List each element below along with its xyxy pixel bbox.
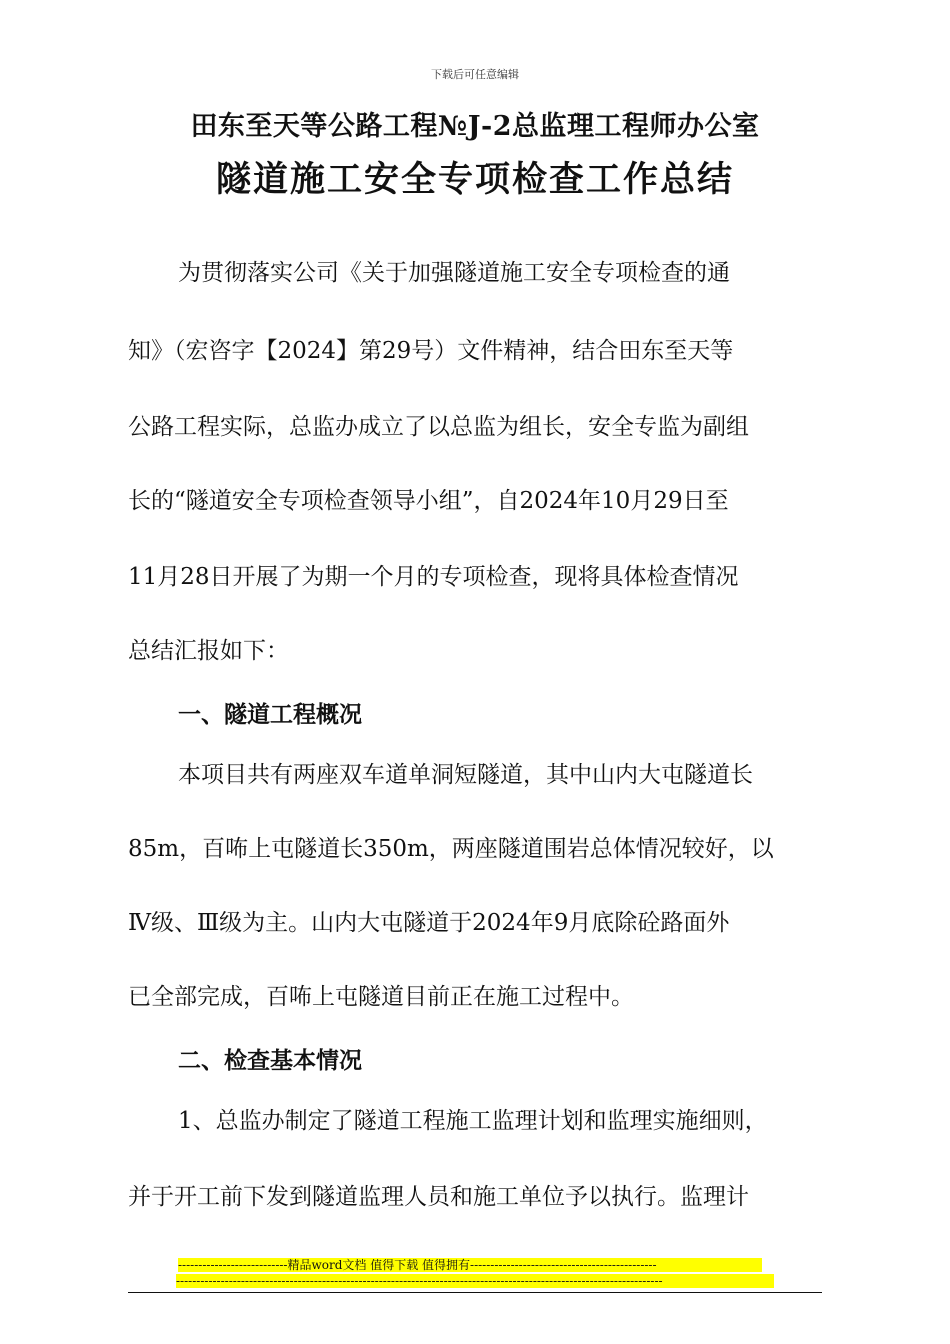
footer-rule: [128, 1292, 822, 1293]
header-note: 下载后可任意编辑: [431, 68, 519, 81]
body-line: 本项目共有两座双车道单洞短隧道，其中山内大屯隧道长: [178, 762, 753, 788]
body-line: 长的“隧道安全专项检查领导小组”，自2024年10月29日至: [128, 488, 729, 514]
body-line: 11月28日开展了为期一个月的专项检查，现将具体检查情况: [128, 564, 739, 590]
body-line: Ⅳ级、Ⅲ级为主。山内大屯隧道于2024年9月底除砼路面外: [128, 910, 730, 936]
body-line: 为贯彻落实公司《关于加强隧道施工安全专项检查的通: [178, 260, 730, 286]
body-line: 85m，百咘上屯隧道长350m，两座隧道围岩总体情况较好，以: [128, 836, 774, 862]
body-line: 总结汇报如下：: [128, 638, 289, 664]
body-line: 并于开工前下发到隧道监理人员和施工单位予以执行。监理计: [128, 1184, 749, 1210]
document-title-line1: 田东至天等公路工程№J-2总监理工程师办公室: [190, 111, 760, 142]
footer-dash-line: ------------------------------------------------------------------------------------------------------------------------: [176, 1274, 774, 1288]
body-line: 已全部完成，百咘上屯隧道目前正在施工过程中。: [128, 984, 634, 1010]
section-heading-2: 二、检查基本情况: [178, 1047, 362, 1074]
body-line: 公路工程实际，总监办成立了以总监为组长，安全专监为副组: [128, 414, 749, 440]
body-line: 知》（宏咨字【2024】第29号）文件精神，结合田东至天等: [128, 338, 734, 364]
body-line: 1、总监办制定了隧道工程施工监理计划和监理实施细则，: [178, 1108, 768, 1134]
document-title-line2: 隧道施工安全专项检查工作总结: [215, 159, 734, 200]
section-heading-1: 一、隧道工程概况: [178, 701, 362, 728]
footer-banner: ---------------------------精品word文档 值得下载 值得拥有----------------------------------------------: [178, 1258, 762, 1272]
